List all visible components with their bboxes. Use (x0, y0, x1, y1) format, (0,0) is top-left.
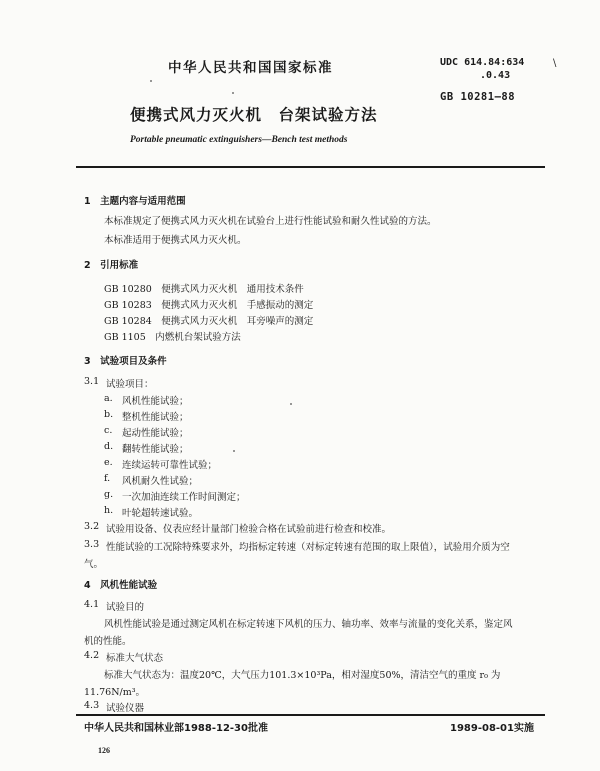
test-item-label: b. (104, 409, 114, 420)
scan-mark: \ (553, 58, 557, 69)
document-title-en: Portable pneumatic extinguishers—Bench test methods (130, 135, 348, 145)
test-item-label: c. (104, 425, 113, 436)
scan-speck (233, 450, 235, 452)
clause-4-3-title: 试验仪器 (106, 703, 145, 714)
section-1-heading: 1 主题内容与适用范围 (84, 196, 186, 207)
test-item-text: 起动性能试验； (122, 428, 189, 439)
clause-3-2-number: 3.2 (84, 521, 100, 532)
test-item-text: 叶轮超转速试验。 (122, 508, 199, 519)
footer-divider (76, 714, 545, 716)
standard-category-title: 中华人民共和国国家标准 (168, 60, 333, 76)
test-item-text: 一次加油连续工作时间测定； (122, 492, 246, 503)
clause-4-1-title: 试验目的 (106, 602, 145, 613)
test-item-text: 连续运转可靠性试验； (122, 460, 218, 471)
scan-speck (150, 80, 152, 82)
test-item-label: f. (104, 473, 111, 484)
clause-4-1-line-2: 机的性能。 (84, 636, 132, 647)
clause-4-1-number: 4.1 (84, 599, 100, 610)
section-1-paragraph-2: 本标准适用于便携式风力灭火机。 (104, 235, 247, 246)
clause-3-2-text: 试验用设备、仪表应经计量部门检验合格在试验前进行检查和校准。 (106, 524, 392, 535)
udc-code-line1: UDC 614.84:634 (440, 57, 525, 68)
udc-code-line2: .0.43 (480, 70, 511, 81)
reference-item: GB 10280 便携式风力灭火机 通用技术条件 (104, 284, 304, 295)
clause-4-3-number: 4.3 (84, 700, 100, 711)
clause-4-1-line-1: 风机性能试验是通过测定风机在标定转速下风机的压力、轴功率、效率与流量的变化关系，鉴定风 (104, 619, 513, 630)
header-divider (76, 166, 545, 168)
test-item-label: a. (104, 393, 113, 404)
clause-3-1-number: 3.1 (84, 376, 100, 387)
gb-standard-number: GB 10281—88 (440, 91, 516, 103)
test-item-text: 风机耐久性试验； (122, 476, 199, 487)
clause-3-1-text: 试验项目： (106, 379, 154, 390)
scan-speck (232, 92, 234, 94)
page-number: 126 (98, 746, 110, 755)
clause-4-2-line-2: 11.76N/m³。 (84, 687, 146, 698)
approval-notice: 中华人民共和国林业部1988-12-30批准 (84, 723, 268, 734)
section-1-paragraph-1: 本标准规定了便携式风力灭火机在试验台上进行性能试验和耐久性试验的方法。 (104, 216, 437, 227)
test-item-label: g. (104, 489, 114, 500)
section-4-heading: 4 风机性能试验 (84, 580, 158, 591)
test-item-text: 整机性能试验； (122, 412, 189, 423)
clause-3-3-line-1: 性能试验的工况除特殊要求外，均指标定转速（对标定转速有范围的取上限值），试验用介质为空 (106, 542, 510, 553)
reference-item: GB 10283 便携式风力灭火机 手感振动的测定 (104, 300, 314, 311)
clause-4-2-number: 4.2 (84, 650, 100, 661)
clause-3-3-line-2: 气。 (84, 559, 104, 570)
clause-4-2-line-1: 标准大气状态为：温度20℃，大气压力101.3×10³Pa，相对湿度50%，清洁空气的重度 r₀ 为 (104, 670, 501, 681)
test-item-text: 风机性能试验； (122, 396, 189, 407)
section-2-heading: 2 引用标准 (84, 260, 139, 271)
section-3-heading: 3 试验项目及条件 (84, 356, 167, 367)
test-item-label: e. (104, 457, 113, 468)
document-title-cn: 便携式风力灭火机 台架试验方法 (130, 106, 378, 124)
clause-3-3-number: 3.3 (84, 539, 100, 550)
reference-item: GB 1105 内燃机台架试验方法 (104, 332, 241, 343)
scan-speck (290, 403, 292, 405)
test-item-label: d. (104, 441, 114, 452)
implementation-date: 1989-08-01实施 (450, 723, 534, 734)
reference-item: GB 10284 便携式风力灭火机 耳旁噪声的测定 (104, 316, 314, 327)
test-item-text: 翻转性能试验； (122, 444, 189, 455)
test-item-label: h. (104, 505, 114, 516)
clause-4-2-title: 标准大气状态 (106, 653, 164, 664)
